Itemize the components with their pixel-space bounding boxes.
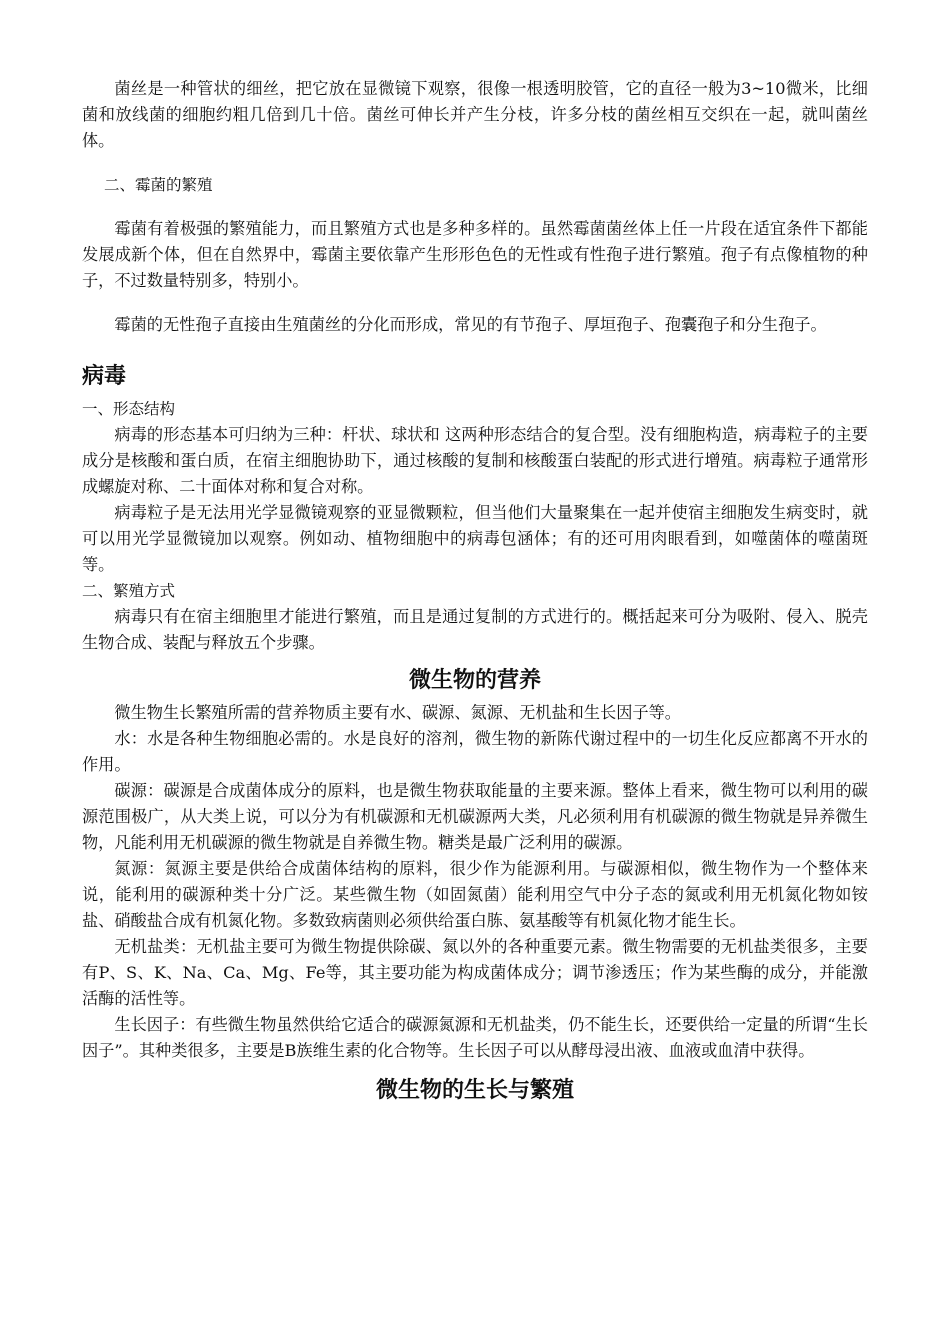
nutrition-water-paragraph: 水：水是各种生物细胞必需的。水是良好的溶剂，微生物的新陈代谢过程中的一切生化反应都离不开水的作用。 [82,729,868,774]
nutrition-inorganic-paragraph: 无机盐类：无机盐主要可为微生物提供除碳、氮以外的各种重要元素。微生物需要的无机盐类很多，主要有P、S、K、Na、Ca、Mg、Fe等，其主要功能为构成菌体成分；调节渗透压；作为某些酶的成分，并能激活酶的活性等。 [82,937,868,1008]
nutrition-intro-paragraph: 微生物生长繁殖所需的营养物质主要有水、碳源、氮源、无机盐和生长因子等。 [114,703,681,722]
virus-reproduction-heading: 二、繁殖方式 [82,582,176,600]
virus-morphology-heading: 一、形态结构 [82,400,176,418]
virus-morphology-paragraph-1: 病毒的形态基本可归纳为三种：杆状、球状和 这两种形态结合的复合型。没有细胞构造，病毒粒子的主要成分是核酸和蛋白质，在宿主细胞协助下，通过核酸的复制和核酸蛋白装配的形式进行增殖。病毒粒子通常形成螺旋对称、二十面体对称和复合对称。 [82,425,868,496]
mold-reproduction-heading: 二、霉菌的繁殖 [104,176,213,194]
nutrition-nitrogen-paragraph: 氮源：氮源主要是供给合成菌体结构的原料，很少作为能源利用。与碳源相似，微生物作为一个整体来说，能利用的碳源种类十分广泛。某些微生物（如固氮菌）能利用空气中分子态的氮或利用无机氮化物如铵盐、硝酸盐合成有机氮化物。多数致病菌则必须供给蛋白胨、氨基酸等有机氮化物才能生长。 [82,859,868,930]
virus-reproduction-paragraph: 病毒只有在宿主细胞里才能进行繁殖，而且是通过复制的方式进行的。概括起来可分为吸附、侵入、脱壳生物合成、装配与释放五个步骤。 [82,607,868,652]
nutrition-carbon-paragraph: 碳源：碳源是合成菌体成分的原料，也是微生物获取能量的主要来源。整体上看来，微生物可以利用的碳源范围极广，从大类上说，可以分为有机碳源和无机碳源两大类，凡必须利用有机碳源的微生物就是异养微生物，凡能利用无机碳源的微生物就是自养微生物。糖类是最广泛利用的碳源。 [82,781,868,852]
fungi-hypha-paragraph: 菌丝是一种管状的细丝，把它放在显微镜下观察，很像一根透明胶管，它的直径一般为3~10微米，比细菌和放线菌的细胞约粗几倍到几十倍。菌丝可伸长并产生分枝，许多分枝的菌丝相互交织在一起，就叫菌丝体。 [82,79,868,150]
document-page [82,70,868,1106]
growth-section-title: 微生物的生长与繁殖 [375,1078,574,1103]
mold-reproduction-paragraph-1: 霉菌有着极强的繁殖能力，而且繁殖方式也是多种多样的。虽然霉菌菌丝体上任一片段在适宜条件下都能发展成新个体，但在自然界中，霉菌主要依靠产生形形色色的无性或有性孢子进行繁殖。孢子有点像植物的种子，不过数量特别多，特别小。 [82,219,868,290]
nutrition-section-title: 微生物的营养 [408,668,541,693]
virus-morphology-paragraph-2: 病毒粒子是无法用光学显微镜观察的亚显微颗粒，但当他们大量聚集在一起并使宿主细胞发生病变时，就可以用光学显微镜加以观察。例如动、植物细胞中的病毒包涵体；有的还可用肉眼看到，如噬菌体的噬菌斑等。 [82,503,868,574]
virus-section-title: 病毒 [82,364,127,389]
mold-reproduction-paragraph-2: 霉菌的无性孢子直接由生殖菌丝的分化而形成，常见的有节孢子、厚垣孢子、孢囊孢子和分生孢子。 [114,315,827,334]
nutrition-growth-factor-paragraph: 生长因子：有些微生物虽然供给它适合的碳源氮源和无机盐类，仍不能生长，还要供给一定量的所谓“生长因子”。其种类很多，主要是B族维生素的化合物等。生长因子可以从酵母浸出液、血液或血清中获得。 [82,1015,868,1060]
